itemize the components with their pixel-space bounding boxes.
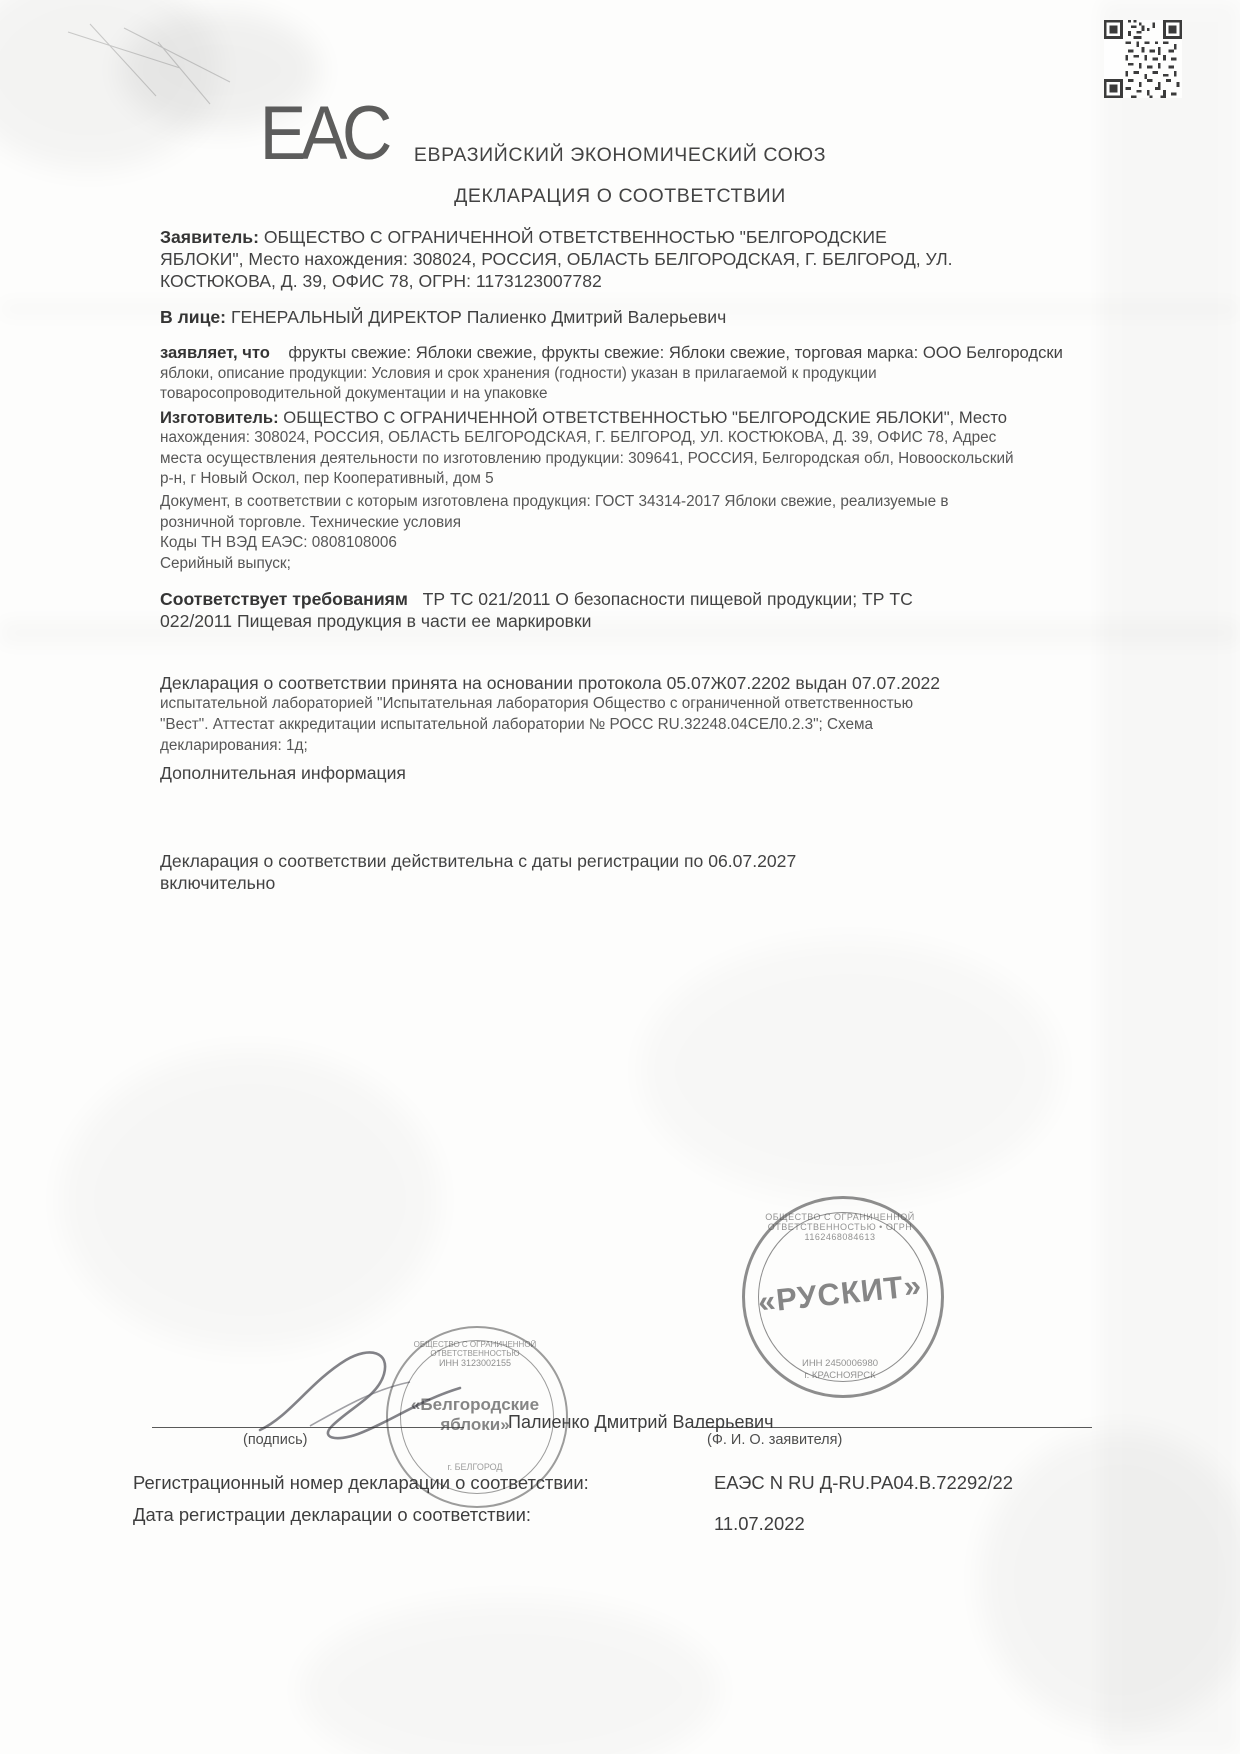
declares-block	[160, 342, 1118, 405]
signer-name: Палиенко Дмитрий Валерьевич	[508, 1412, 774, 1432]
applicant-line2: ЯБЛОКИ", Место нахождения: 308024, РОССИЯ, ОБЛАСТЬ БЕЛГОРОДСКАЯ, Г. БЕЛГОРОД, УЛ.	[160, 249, 953, 269]
scan-artifact	[980, 1430, 1240, 1730]
scan-artifact	[1100, 0, 1240, 1754]
applicant-label: Заявитель:	[160, 227, 259, 247]
tnved-codes: Коды ТН ВЭД ЕАЭС: 0808108006	[160, 534, 397, 552]
series-output: Серийный выпуск;	[160, 554, 291, 572]
applicant-stamp-bottom-text: г. БЕЛГОРОД	[447, 1462, 503, 1472]
compliance-line2: 022/2011 Пищевая продукция в части ее маркировки	[160, 611, 592, 632]
manufacturer-line4: р-н, г Новый Оскол, пер Кооперативный, дом 5	[160, 470, 494, 488]
validity-block	[160, 850, 1118, 894]
manufacturer-block	[160, 407, 1118, 490]
manufacturer-line1: ОБЩЕСТВО С ОГРАНИЧЕННОЙ ОТВЕТСТВЕННОСТЬЮ "БЕЛГОРОДСКИЕ ЯБЛОКИ", Место	[283, 407, 1007, 427]
protocol-label: Декларация о соответствии принята на основании протокола	[160, 673, 662, 694]
page-title: ДЕКЛАРАЦИЯ О СООТВЕТСТВИИ	[454, 185, 786, 207]
signature-line	[152, 1427, 464, 1428]
representative-label: В лице:	[160, 307, 227, 327]
protocol-line3: "Вест". Аттестат аккредитации испытательной лаборатории № РОСС RU.32248.04СЕЛ0.2.3"; Схема	[160, 715, 874, 733]
representative-value: ГЕНЕРАЛЬНЫЙ ДИРЕКТОР Палиенко Дмитрий Валерьевич	[230, 307, 727, 327]
signature-caption: (подпись)	[243, 1432, 308, 1448]
qr-code-icon	[1104, 20, 1182, 98]
compliance-line1: ТР ТС 021/2011 О безопасности пищевой продукции; ТР ТС	[422, 589, 913, 610]
protocol-block	[160, 672, 1118, 784]
validity-line1: Декларация о соответствии действительна с даты регистрации по 06.07.2027	[160, 851, 797, 872]
document-header-union: ЕВРАЗИЙСКИЙ ЭКОНОМИЧЕСКИЙ СОЮЗ	[413, 144, 827, 166]
applicant-name-caption: (Ф. И. О. заявителя)	[707, 1432, 843, 1448]
applicant-line1: ОБЩЕСТВО С ОГРАНИЧЕННОЙ ОТВЕТСТВЕННОСТЬЮ "БЕЛГОРОДСКИЕ	[263, 227, 887, 247]
declares-label: заявляет, что	[160, 343, 270, 362]
standard-line2: розничной торговле. Технические условия	[160, 513, 461, 531]
scan-artifact	[640, 940, 1060, 1200]
compliance-label: Соответствует требованиям	[160, 589, 408, 610]
applicant-line3: КОСТЮКОВА, Д. 39, ОФИС 78, ОГРН: 1173123007782	[160, 271, 602, 291]
scan-artifact	[60, 1050, 440, 1350]
protocol-line2: испытательной лабораторией "Испытательная лаборатория Общество с ограниченной ответственностью	[160, 695, 914, 713]
scan-scratch	[60, 20, 240, 110]
ruskit-stamp	[742, 1196, 944, 1398]
ruskit-stamp-center-text: «РУСКИТ»	[756, 1267, 924, 1320]
manufacturer-label: Изготовитель:	[160, 407, 279, 427]
declares-line3: товаросопроводительной документации и на упаковке	[160, 385, 548, 403]
document-body	[160, 226, 1118, 896]
declares-line1: фрукты свежие: Яблоки свежие, фрукты свежие: Яблоки свежие, торговая марка: ООО Белгородски	[288, 343, 1063, 362]
registration-number-label: Регистрационный номер декларации о соответствии:	[133, 1472, 589, 1493]
standard-block	[160, 492, 1118, 574]
validity-line2: включительно	[160, 873, 276, 894]
applicant-stamp-center-text: «Белгородские яблоки»	[410, 1395, 540, 1434]
protocol-line4: декларирования: 1д;	[160, 736, 308, 754]
ruskit-stamp-bottom-text: ИНН 2450006980 г. КРАСНОЯРСК	[801, 1358, 879, 1381]
ruskit-stamp-top-text: ОБЩЕСТВО С ОГРАНИЧЕННОЙ ОТВЕТСТВЕННОСТЬЮ • ОГРН 1162468084613	[765, 1212, 915, 1242]
compliance-block	[160, 588, 1118, 632]
registration-number-value: ЕАЭС N RU Д-RU.РА04.В.72292/22	[714, 1472, 1013, 1493]
additional-info-label: Дополнительная информация	[160, 763, 406, 784]
scan-artifact	[300, 1600, 720, 1754]
eac-conformity-mark: ЕАC	[259, 91, 387, 176]
manufacturer-line3: места осуществления деятельности по изготовлению продукции: 309641, РОССИЯ, Белгородская обл, Новооскольский	[160, 449, 1014, 467]
applicant-block	[160, 226, 1118, 292]
declares-line2: яблоки, описание продукции: Условия и срок хранения (годности) указан в прилагаемой к продукции	[160, 364, 877, 382]
standard-line1: Документ, в соответствии с которым изготовлена продукция: ГОСТ 34314-2017 Яблоки свежие, реализуемые в	[160, 492, 949, 510]
registration-date-label: Дата регистрации декларации о соответствии:	[133, 1504, 532, 1525]
applicant-stamp-top-text: ОБЩЕСТВО С ОГРАНИЧЕННОЙ ОТВЕТСТВЕННОСТЬЮ	[413, 1340, 537, 1358]
protocol-number: 05.07Ж07.2202	[666, 673, 791, 694]
applicant-stamp-inn: ИНН 3123002155	[438, 1358, 512, 1368]
protocol-issued: выдан 07.07.2022	[795, 673, 941, 694]
manufacturer-line2: нахождения: 308024, РОССИЯ, ОБЛАСТЬ БЕЛГОРОДСКАЯ, Г. БЕЛГОРОД, УЛ. КОСТЮКОВА, Д. 39, ОФИС 78, Адрес	[160, 429, 997, 447]
registration-date-value: 11.07.2022	[714, 1513, 805, 1534]
representative-block	[160, 306, 1118, 328]
